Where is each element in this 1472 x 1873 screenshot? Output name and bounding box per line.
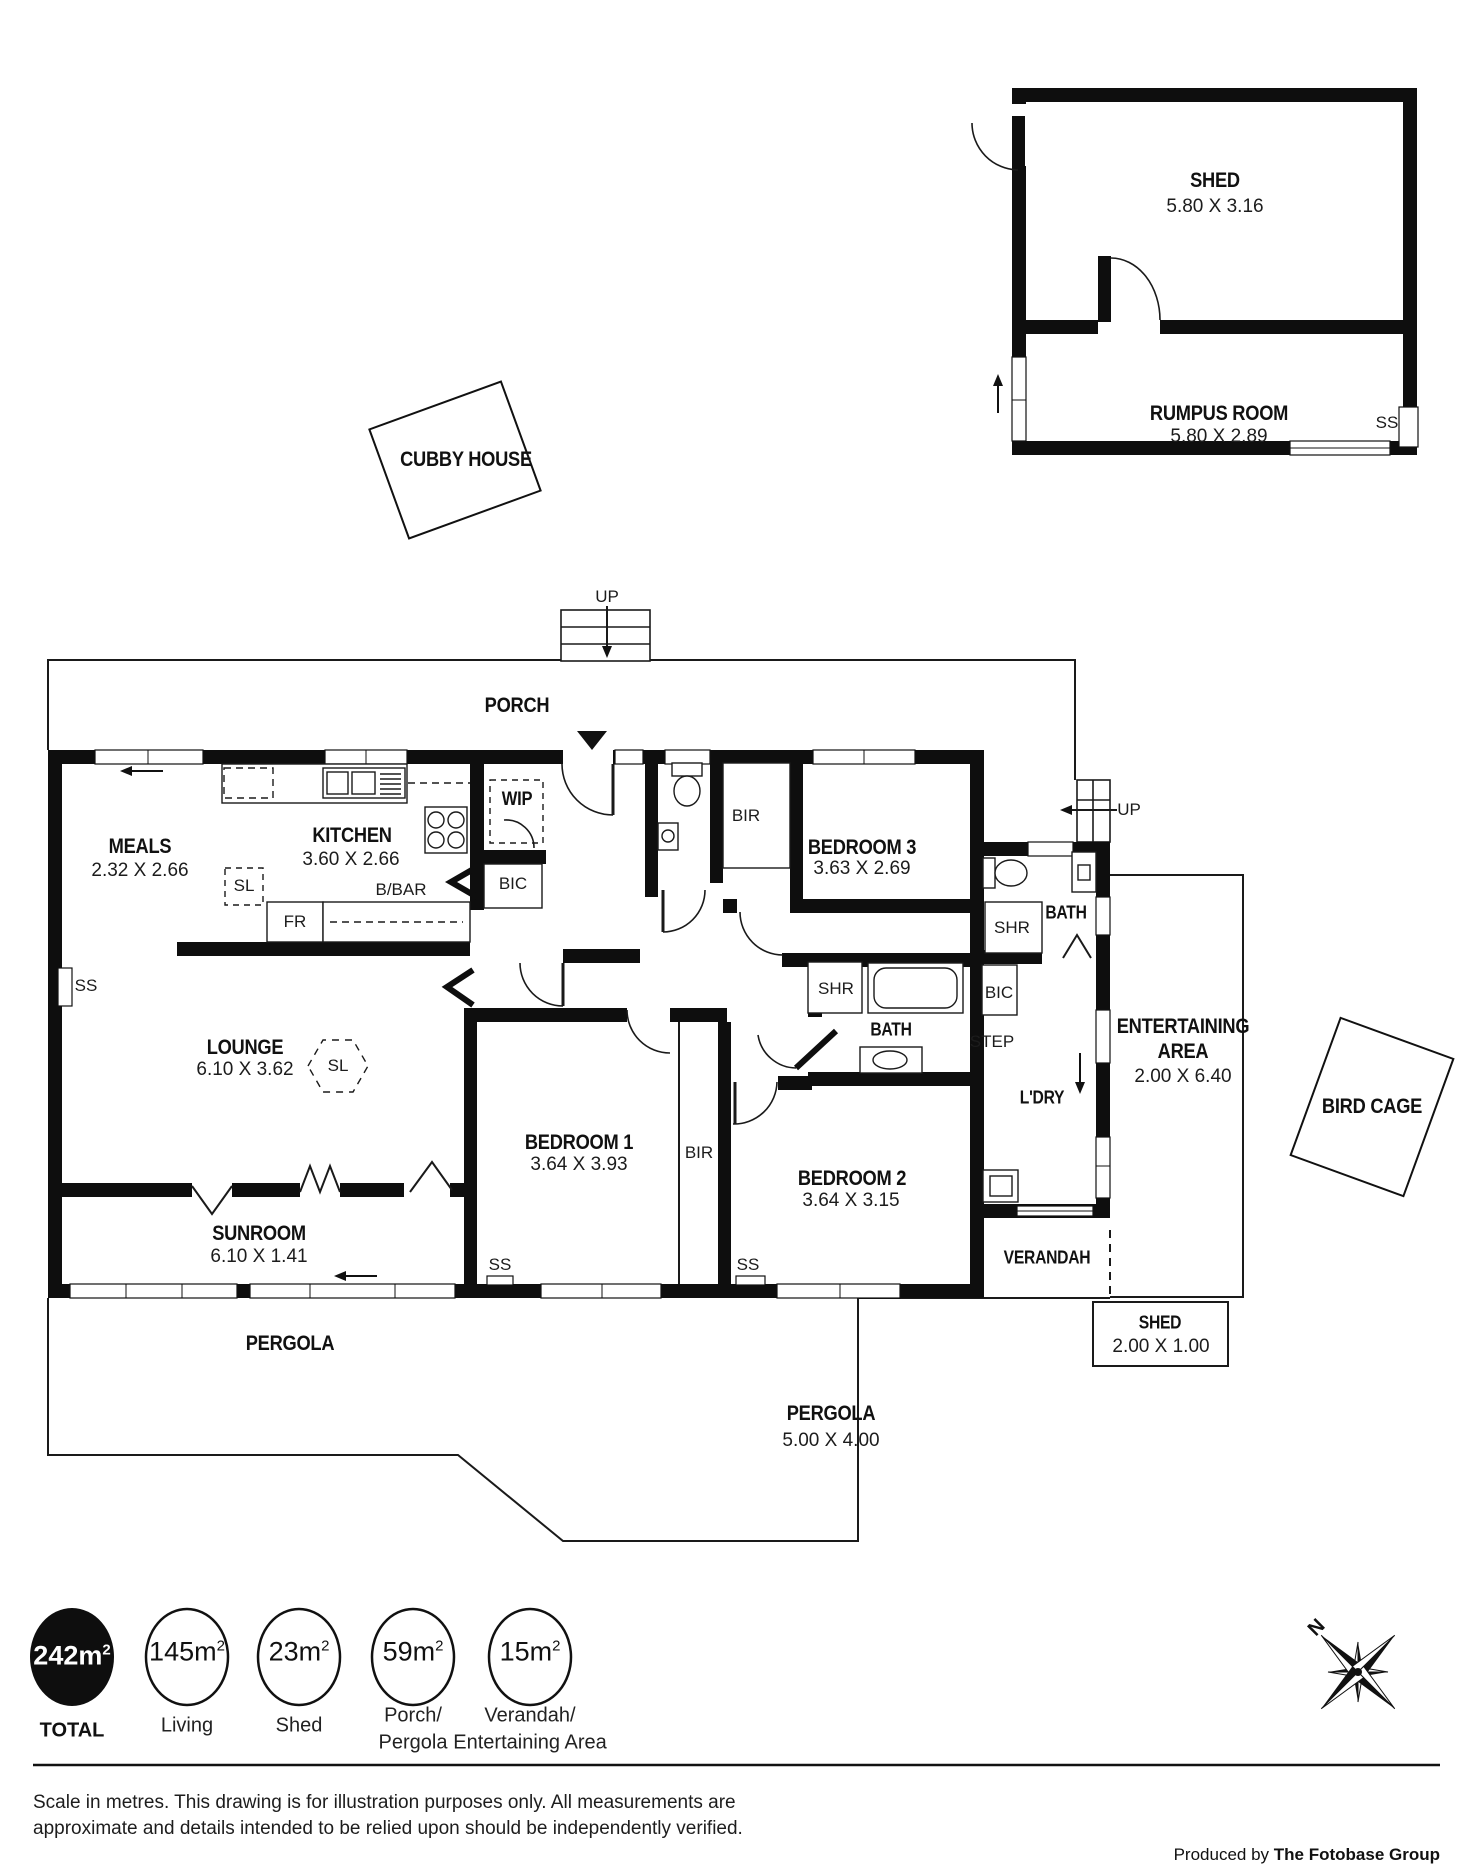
arrow-left-icon	[120, 766, 132, 776]
shr-label-mid: SHR	[818, 979, 854, 998]
room-dims-bed3: 3.63 X 2.69	[813, 858, 911, 879]
house-walls	[48, 750, 1110, 1298]
wip-label: WIP	[501, 789, 533, 810]
bath2-toilet-bowl	[995, 860, 1027, 886]
legend-total-caption: TOTAL	[39, 1719, 105, 1742]
front-door-opening	[563, 750, 613, 764]
room-label-bed2: BEDROOM 2	[797, 1167, 907, 1190]
room-label-shed: SHED	[1190, 169, 1240, 192]
disclaimer-line2: approximate and details intended to be relied upon should be independently verified.	[33, 1818, 743, 1839]
ss-fixture	[1399, 407, 1418, 447]
legend-verandah-value: $15m^2$	[499, 1636, 561, 1667]
direction-arrows	[132, 771, 1080, 1276]
ss-label-bed2: SS	[736, 1255, 760, 1274]
room-dims-bed1: 3.64 X 3.93	[530, 1154, 628, 1175]
legend-living-caption: Living	[160, 1714, 214, 1737]
bic-label-top: BIC	[498, 874, 528, 893]
sl-label-lounge: SL	[327, 1056, 349, 1075]
room-dims-kitchen: 3.60 X 2.66	[302, 849, 400, 870]
bir-label-mid: BIR	[684, 1143, 714, 1162]
room-label-kitchen: KITCHEN	[312, 824, 392, 847]
legend-porch-value: $59m^2$	[382, 1636, 444, 1667]
pergola-label-left: PERGOLA	[245, 1332, 335, 1355]
cubby-house-label: CUBBY HOUSE	[400, 448, 532, 471]
room-dims-shed: 5.80 X 3.16	[1166, 196, 1264, 217]
dishwasher	[224, 768, 273, 798]
windows	[58, 750, 1110, 1298]
legend-porch-caption2: Pergola	[378, 1731, 448, 1754]
room-dims-lounge: 6.10 X 3.62	[196, 1059, 294, 1080]
legend-verandah-caption2: Entertaining Area	[453, 1731, 607, 1754]
room-dims-bed2: 3.64 X 3.15	[802, 1190, 900, 1211]
entertaining-dims: 2.00 X 6.40	[1134, 1066, 1232, 1087]
room-label-lounge: LOUNGE	[206, 1036, 284, 1059]
bir-label-top: BIR	[731, 806, 761, 825]
produced-by: Produced by The Fotobase Group	[1173, 1845, 1440, 1864]
bath-label-mid: BATH	[870, 1019, 912, 1040]
wc-toilet-bowl	[674, 776, 700, 806]
legend-shed-caption: Shed	[275, 1714, 323, 1737]
porch-label: PORCH	[484, 694, 550, 717]
legend-total-value: $242m^2$	[33, 1640, 111, 1671]
room-label-meals: MEALS	[108, 835, 172, 858]
outbuilding-walls	[1012, 88, 1417, 455]
room-dims-rumpus: 5.80 X 2.89	[1170, 426, 1268, 447]
room-label-bed3: BEDROOM 3	[807, 836, 917, 859]
room-dims-meals: 2.32 X 2.66	[91, 860, 189, 881]
arrow-left-icon	[1060, 805, 1072, 815]
shed-small-dims: 2.00 X 1.00	[1112, 1336, 1210, 1357]
pergola-label-main: PERGOLA	[786, 1402, 876, 1425]
room-dims-sunroom: 6.10 X 1.41	[210, 1246, 308, 1267]
legend-living-value: $145m^2$	[149, 1636, 225, 1667]
arrow-left-icon	[334, 1271, 346, 1281]
verandah-label: VERANDAH	[1003, 1247, 1091, 1268]
wc-toilet-tank	[672, 763, 702, 776]
window-dividers	[126, 750, 1110, 1298]
legend-verandah-caption1: Verandah/	[484, 1704, 576, 1727]
arrow-down-icon	[1075, 1082, 1085, 1094]
bath-label-top: BATH	[1045, 902, 1087, 923]
sl-label-meals: SL	[233, 876, 255, 895]
compass-north-label: N	[1303, 1614, 1330, 1641]
disclaimer-line1: Scale in metres. This drawing is for illustration purposes only. All measurements are	[33, 1792, 736, 1813]
stairs-right	[1072, 780, 1117, 842]
arrow-up-icon	[993, 374, 1003, 386]
shr-label-top: SHR	[994, 918, 1030, 937]
entertaining-label: ENTERTAINING AREA	[1116, 1015, 1250, 1063]
bird-cage-label: BIRD CAGE	[1321, 1095, 1423, 1118]
room-label-rumpus: RUMPUS ROOM	[1149, 402, 1289, 425]
room-label-bed1: BEDROOM 1	[524, 1131, 634, 1154]
pergola-dims-main: 5.00 X 4.00	[782, 1430, 880, 1451]
shed-small-label: SHED	[1138, 1312, 1182, 1333]
window	[1012, 357, 1026, 441]
up-label-top: UP	[595, 587, 619, 606]
entry-marker-icon	[577, 731, 607, 750]
step-label: STEP	[969, 1032, 1015, 1051]
ldry-label: L'DRY	[1019, 1087, 1065, 1108]
bbar-label: B/BAR	[375, 880, 427, 899]
ss-label-left: SS	[74, 976, 98, 995]
legend-porch-caption1: Porch/	[384, 1704, 442, 1727]
room-label-sunroom: SUNROOM	[212, 1222, 306, 1245]
legend-shed-value: $23m^2$	[268, 1636, 330, 1667]
up-label-right: UP	[1117, 800, 1141, 819]
ss-label-rumpus: SS	[1375, 413, 1399, 432]
ss-label-bed1: SS	[488, 1255, 512, 1274]
fridge-label: FR	[283, 912, 307, 931]
bath2-toilet-tank	[983, 858, 995, 888]
bic-label-right: BIC	[984, 983, 1014, 1002]
